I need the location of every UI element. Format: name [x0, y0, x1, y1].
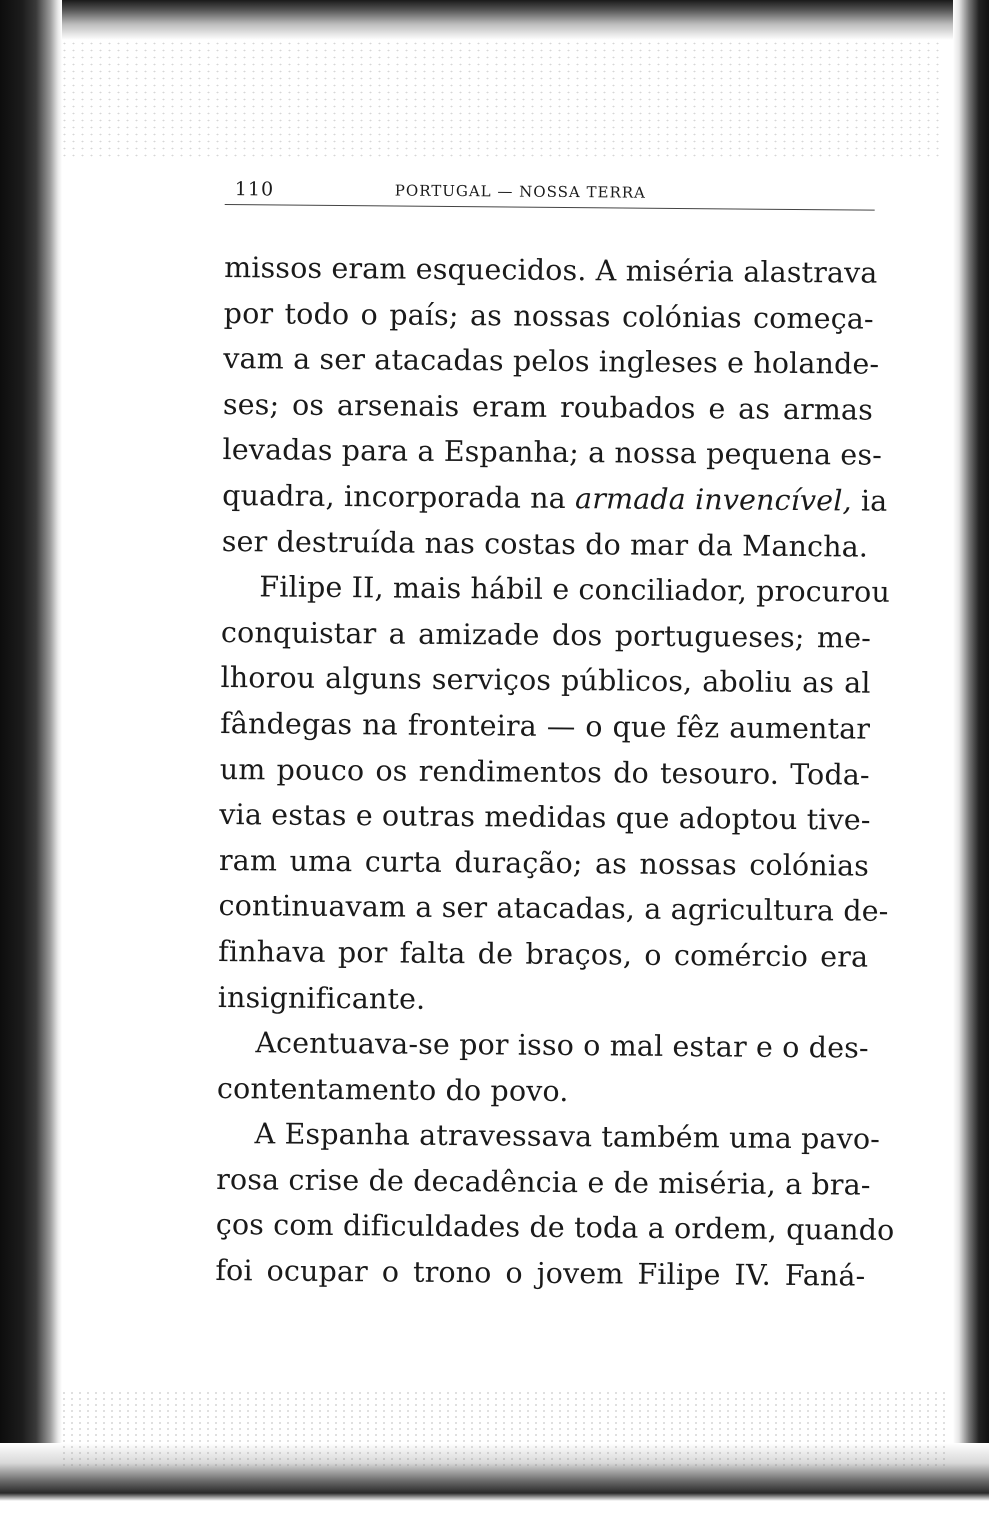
text-line: conquistar a amizade dos portugueses; me-	[220, 615, 872, 655]
scan-top-edge	[0, 0, 989, 40]
page-number: 110	[234, 178, 275, 201]
body-text	[215, 245, 895, 1299]
text-line: foi ocupar o trono o jovem Filipe IV. Faná-	[215, 1254, 866, 1293]
italic-phrase: armada invencível,	[574, 482, 852, 518]
text-line: vam a ser atacadas pelos ingleses e holande-	[223, 342, 880, 381]
scan-noise-bottom	[60, 1390, 950, 1470]
text-segment: quadra, incorporada na	[222, 478, 567, 515]
text-line: lhorou alguns serviços públicos, aboliu as al	[220, 661, 871, 700]
text-line: contentamento do povo.	[216, 1071, 569, 1108]
text-line: um pouco os rendimentos do tesouro. Toda-	[219, 752, 870, 792]
scan-right-edge	[953, 0, 989, 1533]
text-line: ses; os arsenais eram roubados e as armas	[222, 387, 874, 427]
text-line: ser destruída nas costas do mar da Mancha.	[221, 524, 869, 564]
text-segment: ia	[860, 484, 888, 518]
scan-noise-top	[60, 40, 940, 160]
text-line: via estas e outras medidas que adoptou tive-	[219, 798, 871, 837]
paragraph-start-line: A Espanha atravessava também uma pavo-	[254, 1117, 881, 1157]
text-line: ram uma curta duração; as nossas colónias	[218, 843, 870, 883]
text-line: rosa crise de decadência e de miséria, a bra-	[216, 1162, 871, 1202]
text-line: insignificante.	[217, 980, 426, 1016]
text-line: ços com dificuldades de toda a ordem, quando	[215, 1208, 895, 1248]
text-line: fândegas na fronteira — o que fêz aumentar	[220, 706, 871, 746]
text-line: levadas para a Espanha; a nossa pequena es-	[222, 433, 883, 473]
text-line: finhava por falta de braços, o comércio era	[218, 934, 869, 974]
book-page	[215, 172, 895, 1299]
text-line: continuavam a ser atacadas, a agricultura de-	[218, 889, 889, 929]
text-line: missos eram esquecidos. A miséria alastrava	[224, 250, 878, 290]
text-line-with-italic	[222, 473, 888, 524]
paragraph-start-line: Acentuava-se por isso o mal estar e o des-	[255, 1026, 869, 1065]
paragraph-start-line: Filipe II, mais hábil e conciliador, procurou	[259, 570, 891, 609]
running-header	[225, 172, 875, 211]
running-header-title: PORTUGAL — NOSSA TERRA	[394, 181, 646, 202]
text-line: por todo o país; as nossas colónias começa-	[223, 296, 874, 336]
scan-left-edge	[0, 0, 62, 1533]
